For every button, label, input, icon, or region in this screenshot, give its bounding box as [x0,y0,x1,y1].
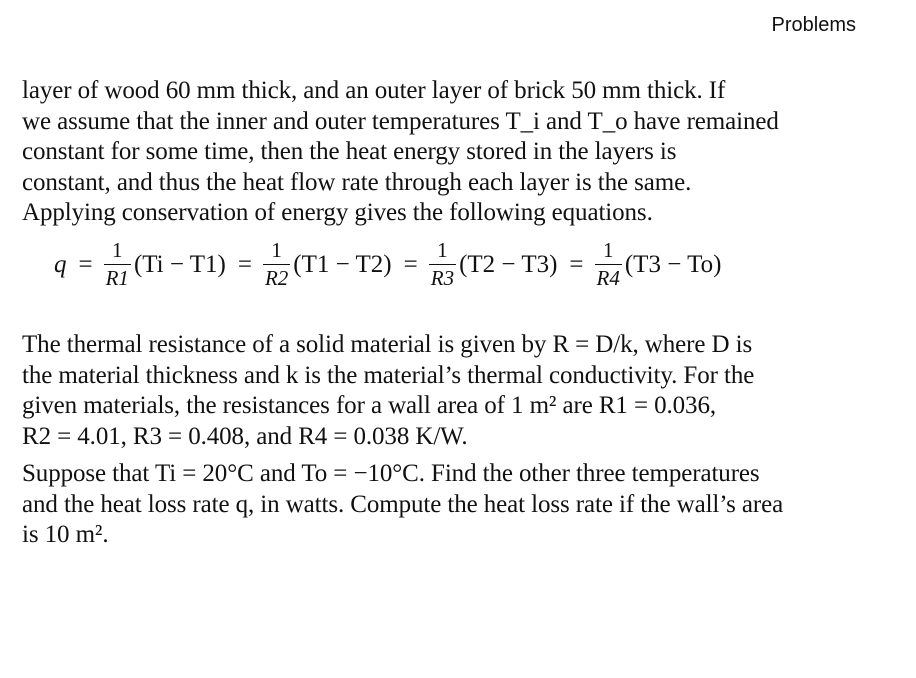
intro-line-4: constant, and thus the heat flow rate through each layer is the same. [22,168,692,196]
equation-term-3: (T2 − T3) [459,250,558,278]
fraction-2 [263,240,290,289]
question-paragraph [22,459,882,551]
intro-line-3: constant for some time, then the heat energy stored in the layers is [22,138,677,165]
fraction-denominator: R3 [430,266,455,290]
fraction-numerator: 1 [112,238,123,262]
heat-flow-equation [52,240,723,289]
resistance-line-4: R2 = 4.01, R3 = 0.408, and R4 = 0.038 K/W. [22,422,468,450]
fraction-3 [429,240,456,289]
fraction-numerator: 1 [437,238,448,262]
fraction-1 [104,240,131,289]
intro-line-1: layer of wood 60 mm thick, and an outer layer of brick 50 mm thick. If [22,77,726,104]
resistance-line-1: The thermal resistance of a solid material is given by R = D/k, where D is [22,331,753,358]
intro-line-5: Applying conservation of energy gives the following equations. [22,199,653,226]
fraction-denominator: R4 [596,266,620,290]
equals-sign: = [237,250,252,278]
intro-paragraph [22,76,882,229]
page-section-header: Problems [771,14,856,36]
fraction-4 [595,240,622,289]
equation-term-1: (Ti − T1) [133,250,226,278]
fraction-denominator: R1 [105,266,129,290]
resistance-line-2: the material thickness and k is the material’s thermal conductivity. For the [22,361,755,389]
equation-term-2: (T1 − T2) [293,250,392,278]
equals-sign: = [403,250,418,278]
question-line-1: Suppose that Ti = 20°C and To = −10°C. Find the other three temperatures [22,460,760,487]
resistance-paragraph [22,330,882,452]
question-line-3: is 10 m². [22,521,109,548]
intro-line-2: we assume that the inner and outer temperatures T_i and T_o have remained [22,107,779,135]
fraction-numerator: 1 [602,238,614,262]
equation-term-4: (T3 − To) [624,250,722,278]
resistance-line-3: given materials, the resistances for a wall area of 1 m² are R1 = 0.036, [22,392,717,419]
equals-sign: = [569,250,584,278]
equals-sign: = [78,250,93,278]
fraction-numerator: 1 [271,238,282,262]
question-line-2: and the heat loss rate q, in watts. Compute the heat loss rate if the wall’s area [22,490,784,518]
fraction-denominator: R2 [264,266,289,290]
equation-lhs: q [54,250,67,278]
